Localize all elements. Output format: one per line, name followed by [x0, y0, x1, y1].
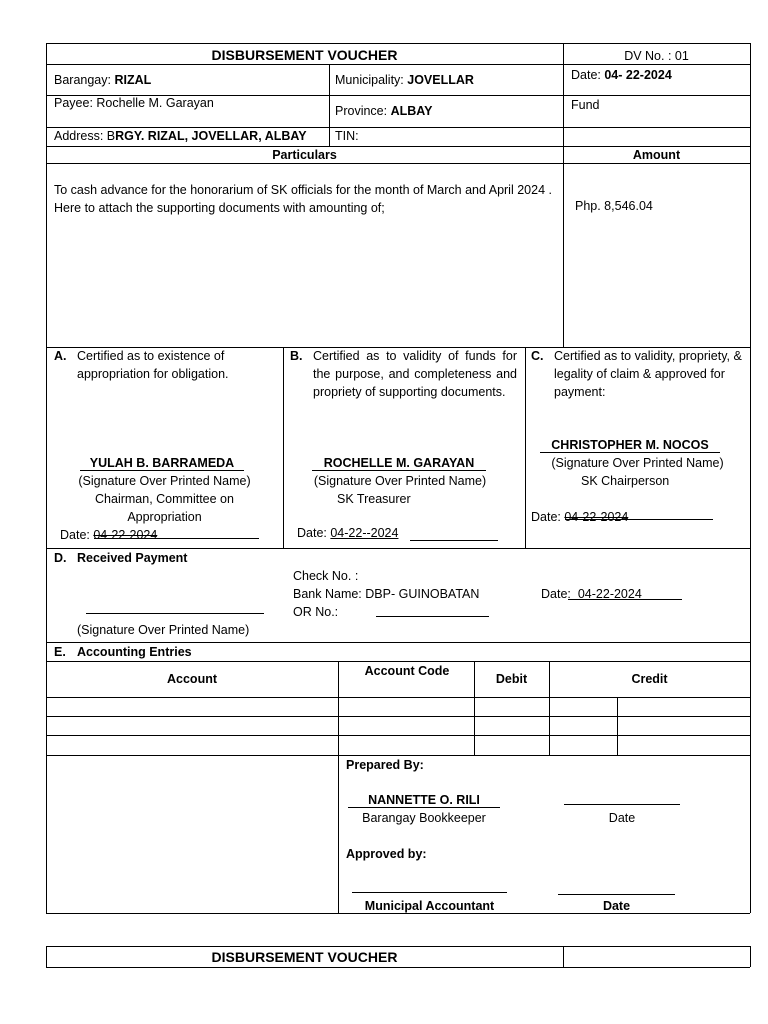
accounting-title: Accounting Entries	[77, 645, 192, 659]
cert-c-role: SK Chairperson	[581, 474, 670, 488]
municipality-field: Municipality: JOVELLAR	[335, 73, 474, 87]
cert-a-name: YULAH B. BARRAMEDA	[89, 456, 235, 470]
cert-b-letter: B.	[290, 349, 303, 363]
cert-b-name: ROCHELLE M. GARAYAN	[323, 456, 475, 470]
voucher-title: DISBURSEMENT VOUCHER	[211, 47, 398, 63]
particulars-header: Particulars	[272, 148, 337, 162]
accounting-letter: E.	[54, 645, 66, 659]
cert-a-role: Chairman, Committee on	[95, 492, 234, 506]
cert-b-date: Date: 04-22--2024	[297, 526, 399, 540]
cert-a-sig: (Signature Over Printed Name)	[78, 474, 251, 488]
cert-c-date: Date: 04-22-2024	[531, 510, 629, 524]
cert-c-text: Certified as to validity, propriety, & legality of claim & approved for payment:	[554, 349, 742, 399]
cert-c-name: CHRISTOPHER M. NOCOS	[551, 438, 709, 452]
amount-header: Amount	[632, 148, 681, 162]
barangay-field: Barangay: RIZAL	[54, 73, 152, 87]
fund-field: Fund	[571, 98, 600, 112]
or-no-field: OR No.:	[293, 605, 339, 619]
province-field: Province: ALBAY	[335, 104, 433, 118]
cert-c-letter: C.	[531, 349, 544, 363]
cert-b-text: Certified as to validity of funds for the purpose, and completeness and propriety of supporting documents.	[313, 349, 517, 399]
col-account: Account	[167, 672, 217, 686]
date-field: Date: 04- 22-2024	[571, 68, 672, 82]
col-credit: Credit	[631, 672, 668, 686]
col-account-code: Account Code	[364, 664, 450, 678]
cert-c-sig: (Signature Over Printed Name)	[551, 456, 724, 470]
cert-a-letter: A.	[54, 349, 67, 363]
cert-a-role-2: Appropriation	[127, 510, 202, 524]
prepared-role: Barangay Bookkeeper	[362, 811, 486, 825]
dv-number: DV No. : 01	[624, 49, 689, 63]
received-date-field: Date: 04-22-2024	[541, 587, 642, 601]
prepared-date: Date	[608, 811, 636, 825]
tin-field: TIN:	[335, 129, 359, 143]
prepared-label: Prepared By:	[346, 758, 424, 772]
cert-b-role: SK Treasurer	[337, 492, 411, 506]
check-no-field: Check No. :	[293, 569, 359, 583]
approved-label: Approved by:	[346, 847, 427, 861]
prepared-name: NANNETTE O. RILI	[368, 793, 480, 807]
particulars-text: To cash advance for the honorarium of SK officials for the month of March and April 2024 . Here to attach the supporting documents with amounting of;	[54, 183, 552, 215]
approved-role: Municipal Accountant	[364, 899, 495, 913]
received-letter: D.	[54, 551, 67, 565]
amount-value: Php. 8,546.04	[575, 199, 653, 213]
approved-date: Date	[602, 899, 631, 913]
footer-title: DISBURSEMENT VOUCHER	[211, 949, 398, 965]
payee-field: Payee: Rochelle M. Garayan	[54, 96, 214, 110]
address-field: Address: BRGY. RIZAL, JOVELLAR, ALBAY	[54, 129, 307, 143]
received-sig: (Signature Over Printed Name)	[77, 623, 250, 637]
bank-name-field: Bank Name: DBP- GUINOBATAN	[293, 587, 480, 601]
col-debit: Debit	[495, 672, 528, 686]
received-title: Received Payment	[77, 551, 188, 565]
cert-a-date: Date: 04-22-2024	[60, 528, 158, 542]
cert-b-sig: (Signature Over Printed Name)	[313, 474, 487, 488]
cert-a-text: Certified as to existence of appropriation for obligation.	[77, 349, 229, 381]
